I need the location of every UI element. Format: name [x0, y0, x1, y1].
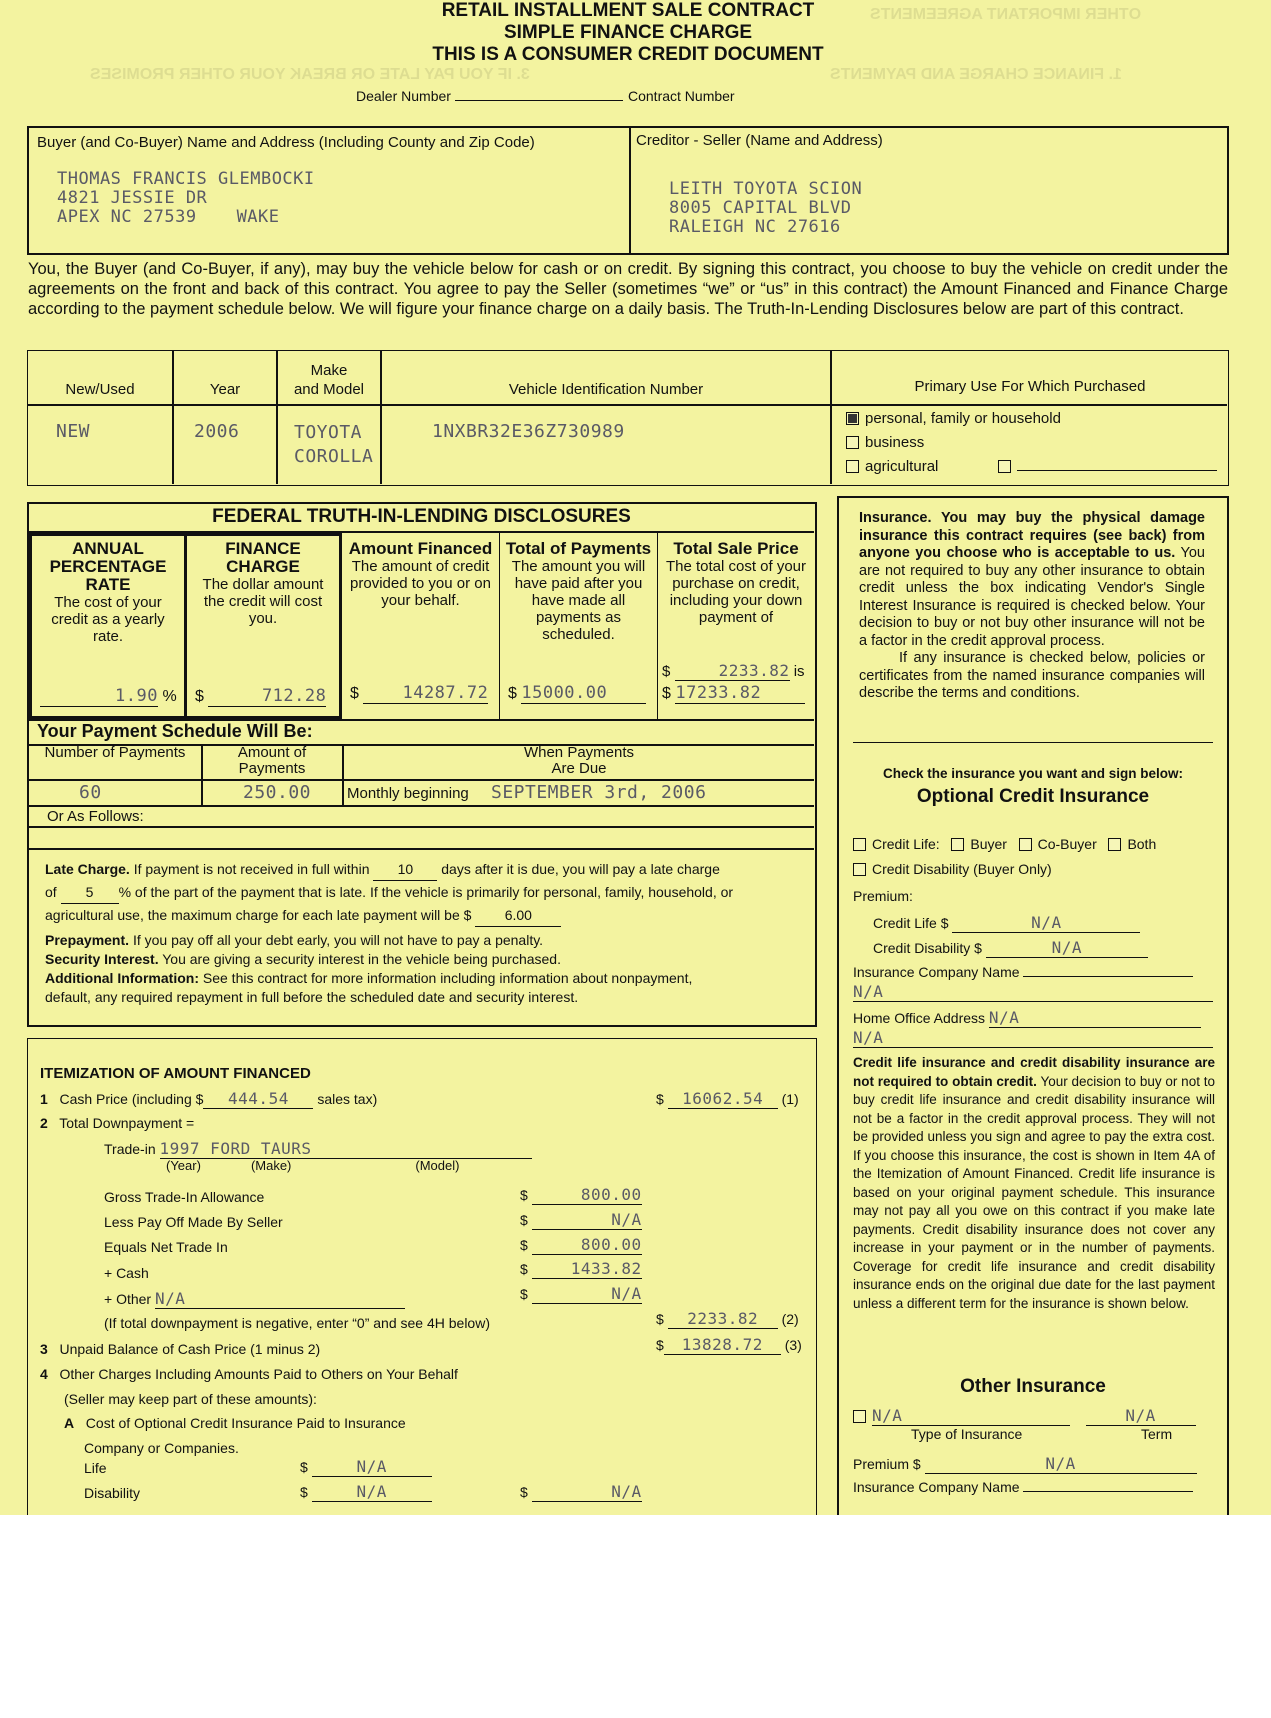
amount-financed-field: $ 14287.72 — [350, 683, 489, 703]
line-4-sub: (Seller may keep part of these amounts): — [64, 1391, 317, 1407]
insurance-intro: Insurance. You may buy the physical damage insurance this contract requires (see back) from anyone you choose who is acceptable to us. You are not required to buy any other insurance to obtain credit unless the box indicating Vendor's Single Interest Insurance is required is checked below. Your decision to buy or not buy other insurance will not be a factor in the credit approval process. If any insurance is checked below, policies or certificates from the named insurance companies will describe the terms and conditions. — [859, 510, 1205, 701]
term-label: Term — [1141, 1426, 1173, 1442]
use-agricultural-checkbox[interactable]: agricultural — [846, 455, 1217, 479]
net-trade-label: Equals Net Trade In — [104, 1239, 228, 1255]
vehicle-vin: 1NXBR32E36Z730989 — [432, 421, 625, 442]
col-primary-use: Primary Use For Which Purchased — [914, 378, 1146, 395]
monthly-beginning-label: Monthly beginning — [347, 785, 469, 802]
terms-text: Late Charge. If payment is not received in full within 10 days after it is due, you will pay a late charge of 5 % of the part of the payment that is late. If the vehicle is primarily for personal, family, household, or agricultural use, the maximum charge for each late payment will be $ 6.00 Prepayment. If you pay off all your debt early, you will not have to pay a penalty. Security Interest. You are giving a security interest in the vehicle being purchased. Additional Information: See this contract for more information including information about nonpayment, default, any required repayment in full before the scheduled date and security interest. — [45, 858, 805, 1007]
home-office-row-2: N/A — [853, 1028, 1213, 1048]
seller-label: Creditor - Seller (Name and Address) — [636, 132, 883, 149]
other-insurance-checkbox[interactable] — [853, 1410, 866, 1423]
company-name-value: N/A — [853, 982, 1213, 1002]
life-value: $ N/A — [300, 1457, 432, 1477]
checkbox-icon — [1108, 838, 1121, 851]
other-row: + Other N/A — [104, 1289, 405, 1309]
line-2-value: $ 2233.82 (2) — [656, 1309, 799, 1328]
col-vin: Vehicle Identification Number — [508, 381, 704, 398]
gross-trade-label: Gross Trade-In Allowance — [104, 1189, 265, 1205]
tila-box — [27, 502, 817, 1027]
gross-trade-value: $ 800.00 — [520, 1185, 642, 1204]
line-4a: A Cost of Optional Credit Insurance Paid to Insurance — [64, 1415, 406, 1431]
down-payment-field: $ 2233.82 is — [662, 661, 805, 680]
col-new-used: New/Used — [65, 381, 135, 398]
apr-field: 1.90 % — [40, 686, 177, 707]
buyer-name: THOMAS FRANCIS GLEMBOCKI — [57, 169, 315, 189]
checked-box-icon — [846, 412, 859, 425]
insurance-box — [837, 496, 1229, 1515]
other-value: $ N/A — [520, 1284, 642, 1303]
disability-label: Disability — [84, 1485, 141, 1501]
vehicle-table — [27, 350, 1229, 486]
trade-in-row: Trade-in 1997 FORD TAURS — [104, 1139, 532, 1159]
negative-note: (If total downpayment is negative, enter “0” and see 4H below) — [104, 1315, 490, 1331]
checkbox-icon — [846, 460, 859, 473]
other-insurance-title: Other Insurance — [960, 1376, 1106, 1397]
checkbox-icon — [1019, 838, 1032, 851]
company-name-label: Insurance Company Name — [853, 964, 1193, 980]
net-trade-value: $ 800.00 — [520, 1235, 642, 1254]
vehicle-model: COROLLA — [294, 446, 374, 467]
total-of-payments-field: $ 15000.00 — [508, 683, 646, 704]
payment-start-date: SEPTEMBER 3rd, 2006 — [491, 782, 707, 803]
vehicle-year: 2006 — [194, 421, 240, 442]
buyer-checkbox[interactable]: Buyer — [951, 836, 1007, 852]
total-of-payments-column: Total of Payments The amount you will have paid after you have made all payments as scheduled. $ 15000.00 — [500, 533, 658, 719]
primary-use-options — [846, 407, 1217, 479]
credit-disability-premium: Credit Disability $ N/A — [873, 938, 1148, 958]
col-amount-of-payments: Amount of Payments — [237, 744, 307, 777]
line-4a-companies: Company or Companies. — [84, 1440, 239, 1456]
bleed-through-text: 3. IF YOU PAY LATE OR BREAK YOUR OTHER PROMISES — [90, 66, 530, 83]
late-days: 10 — [373, 858, 437, 881]
itemization-title: ITEMIZATION OF AMOUNT FINANCED — [40, 1065, 311, 1082]
line-3-value: $ 13828.72 (3) — [656, 1335, 802, 1354]
other-premium-row: Premium $ N/A — [853, 1454, 1197, 1474]
use-personal-checkbox[interactable]: personal, family or household — [846, 407, 1217, 431]
checkbox-icon — [998, 460, 1011, 473]
credit-life-premium: Credit Life $ N/A — [873, 913, 1140, 933]
line-1-cash-price: 1 Cash Price (including $ 444.54 sales tax) — [40, 1089, 378, 1108]
checkbox-icon — [951, 838, 964, 851]
late-percent: 5 — [61, 881, 119, 904]
contract-number-field: Contract Number — [628, 88, 735, 104]
check-insurance-heading: Check the insurance you want and sign below: — [882, 766, 1184, 781]
tila-title: FEDERAL TRUTH-IN-LENDING DISCLOSURES — [212, 506, 631, 527]
line-1-value: $ 16062.54 (1) — [656, 1089, 799, 1108]
disability-value: $ N/A — [300, 1482, 432, 1502]
cash-label: + Cash — [104, 1265, 149, 1281]
credit-disability-checkbox[interactable]: Credit Disability (Buyer Only) — [853, 861, 1052, 877]
line-4-other-charges: 4 Other Charges Including Amounts Paid to Others on Your Behalf — [40, 1366, 458, 1382]
seller-name: LEITH TOYOTA SCION — [669, 179, 863, 199]
bleed-through-text: 1. FINANCE CHARGE AND PAYMENTS — [830, 66, 1122, 83]
total-sale-price-field: $ 17233.82 — [662, 683, 805, 704]
col-make-model: Make and Model — [293, 362, 365, 398]
co-buyer-checkbox[interactable]: Co-Buyer — [1019, 836, 1097, 852]
buyer-label: Buyer (and Co-Buyer) Name and Address (Including County and Zip Code) — [37, 134, 535, 151]
seller-city: RALEIGH NC 27616 — [669, 217, 841, 237]
bleed-through-text: OTHER IMPORTANT AGREEMENTS — [870, 6, 1142, 23]
late-max: 6.00 — [475, 904, 561, 927]
premium-label: Premium: — [853, 888, 913, 904]
trade-in-captions: (Year) (Make) (Model) — [166, 1158, 460, 1173]
payoff-value: $ N/A — [520, 1210, 642, 1229]
total-sale-price-column: Total Sale Price The total cost of your purchase on credit, including your down payment of $ 2233.82 is $ 17233.82 — [662, 539, 807, 703]
buyer-city: APEX NC 27539 — [57, 207, 197, 227]
home-office-row: Home Office Address N/A — [853, 1008, 1201, 1028]
other-company-row: Insurance Company Name — [853, 1479, 1193, 1495]
checkbox-icon — [846, 436, 859, 449]
vehicle-new-used: NEW — [56, 421, 91, 442]
credit-life-checkbox[interactable]: Credit Life: — [853, 836, 940, 852]
intro-paragraph: You, the Buyer (and Co-Buyer, if any), may buy the vehicle below for cash or on credit. By signing this contract, you choose to buy the vehicle on credit under the agreements on the front and back of this contract. You agree to pay the Seller (sometimes “we” or “us” in this contract) the Amount Financed and Finance Charge according to the payment schedule below. We will figure your finance charge on a daily basis. The Truth-In-Lending Disclosures below are part of this contract. — [28, 260, 1228, 318]
other-insurance-row: N/A N/A — [853, 1406, 1196, 1426]
use-business-checkbox[interactable]: business — [846, 431, 1217, 455]
finance-charge-field: $ 712.28 — [195, 686, 327, 706]
or-as-follows-label: Or As Follows: — [47, 808, 144, 825]
number-of-payments: 60 — [79, 782, 102, 803]
line-2-downpayment: 2 Total Downpayment = — [40, 1115, 195, 1131]
vehicle-make: TOYOTA — [294, 422, 363, 443]
life-label: Life — [84, 1460, 107, 1476]
itemization-box — [27, 1038, 817, 1515]
payoff-label: Less Pay Off Made By Seller — [104, 1214, 283, 1230]
type-of-insurance-label: Type of Insurance — [911, 1426, 1023, 1442]
cash-value: $ 1433.82 — [520, 1259, 642, 1278]
checkbox-icon — [853, 863, 866, 876]
vehicle-make-model — [294, 421, 373, 469]
credit-insurance-note: Credit life insurance and credit disability insurance are not required to obtain credit. Your decision to buy or not to buy credit life insurance and credit disability insurance will not be a factor in the credit approval process. They will not be provided unless you sign and agree to pay the extra cost. If you choose this insurance, the cost is shown in Item 4A of the Itemization of Amount Financed. Credit life insurance is based on your original payment schedule. This insurance may not pay all you owe on this contract if you make late payments. Credit disability insurance does not cover any increase in your payment or in the number of payments. Coverage for credit life insurance and credit disability insurance ends on the original due date for the last payment unless a different term for the insurance is shown below. — [853, 1055, 1215, 1311]
checkbox-icon — [853, 838, 866, 851]
col-when-due: When Payments Are Due — [523, 744, 635, 777]
line-4a-total: $ N/A — [520, 1482, 642, 1501]
buyer-street: 4821 JESSIE DR — [57, 188, 208, 208]
both-checkbox[interactable]: Both — [1108, 836, 1156, 852]
credit-life-row — [853, 836, 1156, 852]
col-year: Year — [209, 381, 241, 398]
schedule-title: Your Payment Schedule Will Be: — [37, 721, 313, 741]
parties-box — [27, 126, 1229, 255]
apr-column: ANNUAL PERCENTAGE RATE The cost of your credit as a yearly rate. 1.90 % — [29, 533, 187, 719]
line-3-unpaid-balance: 3 Unpaid Balance of Cash Price (1 minus 2) — [40, 1341, 321, 1357]
buyer-county: WAKE — [236, 207, 280, 227]
finance-charge-column: FINANCE CHARGE The dollar amount the credit will cost you. $ 712.28 — [187, 533, 342, 719]
seller-street: 8005 CAPITAL BLVD — [669, 198, 852, 218]
buyer-address — [57, 170, 315, 227]
optional-credit-insurance-title: Optional Credit Insurance — [916, 786, 1150, 807]
contract-title: RETAIL INSTALLMENT SALE CONTRACT SIMPLE FINANCE CHARGE THIS IS A CONSUMER CREDIT DOCUMENT — [432, 0, 824, 65]
col-number-of-payments: Number of Payments — [44, 744, 186, 761]
seller-address — [669, 180, 862, 237]
dealer-number-field: Dealer Number — [356, 88, 623, 104]
amount-of-payments: 250.00 — [243, 782, 312, 803]
amount-financed-column: Amount Financed The amount of credit provided to you or on your behalf. $ 14287.72 — [342, 533, 500, 719]
